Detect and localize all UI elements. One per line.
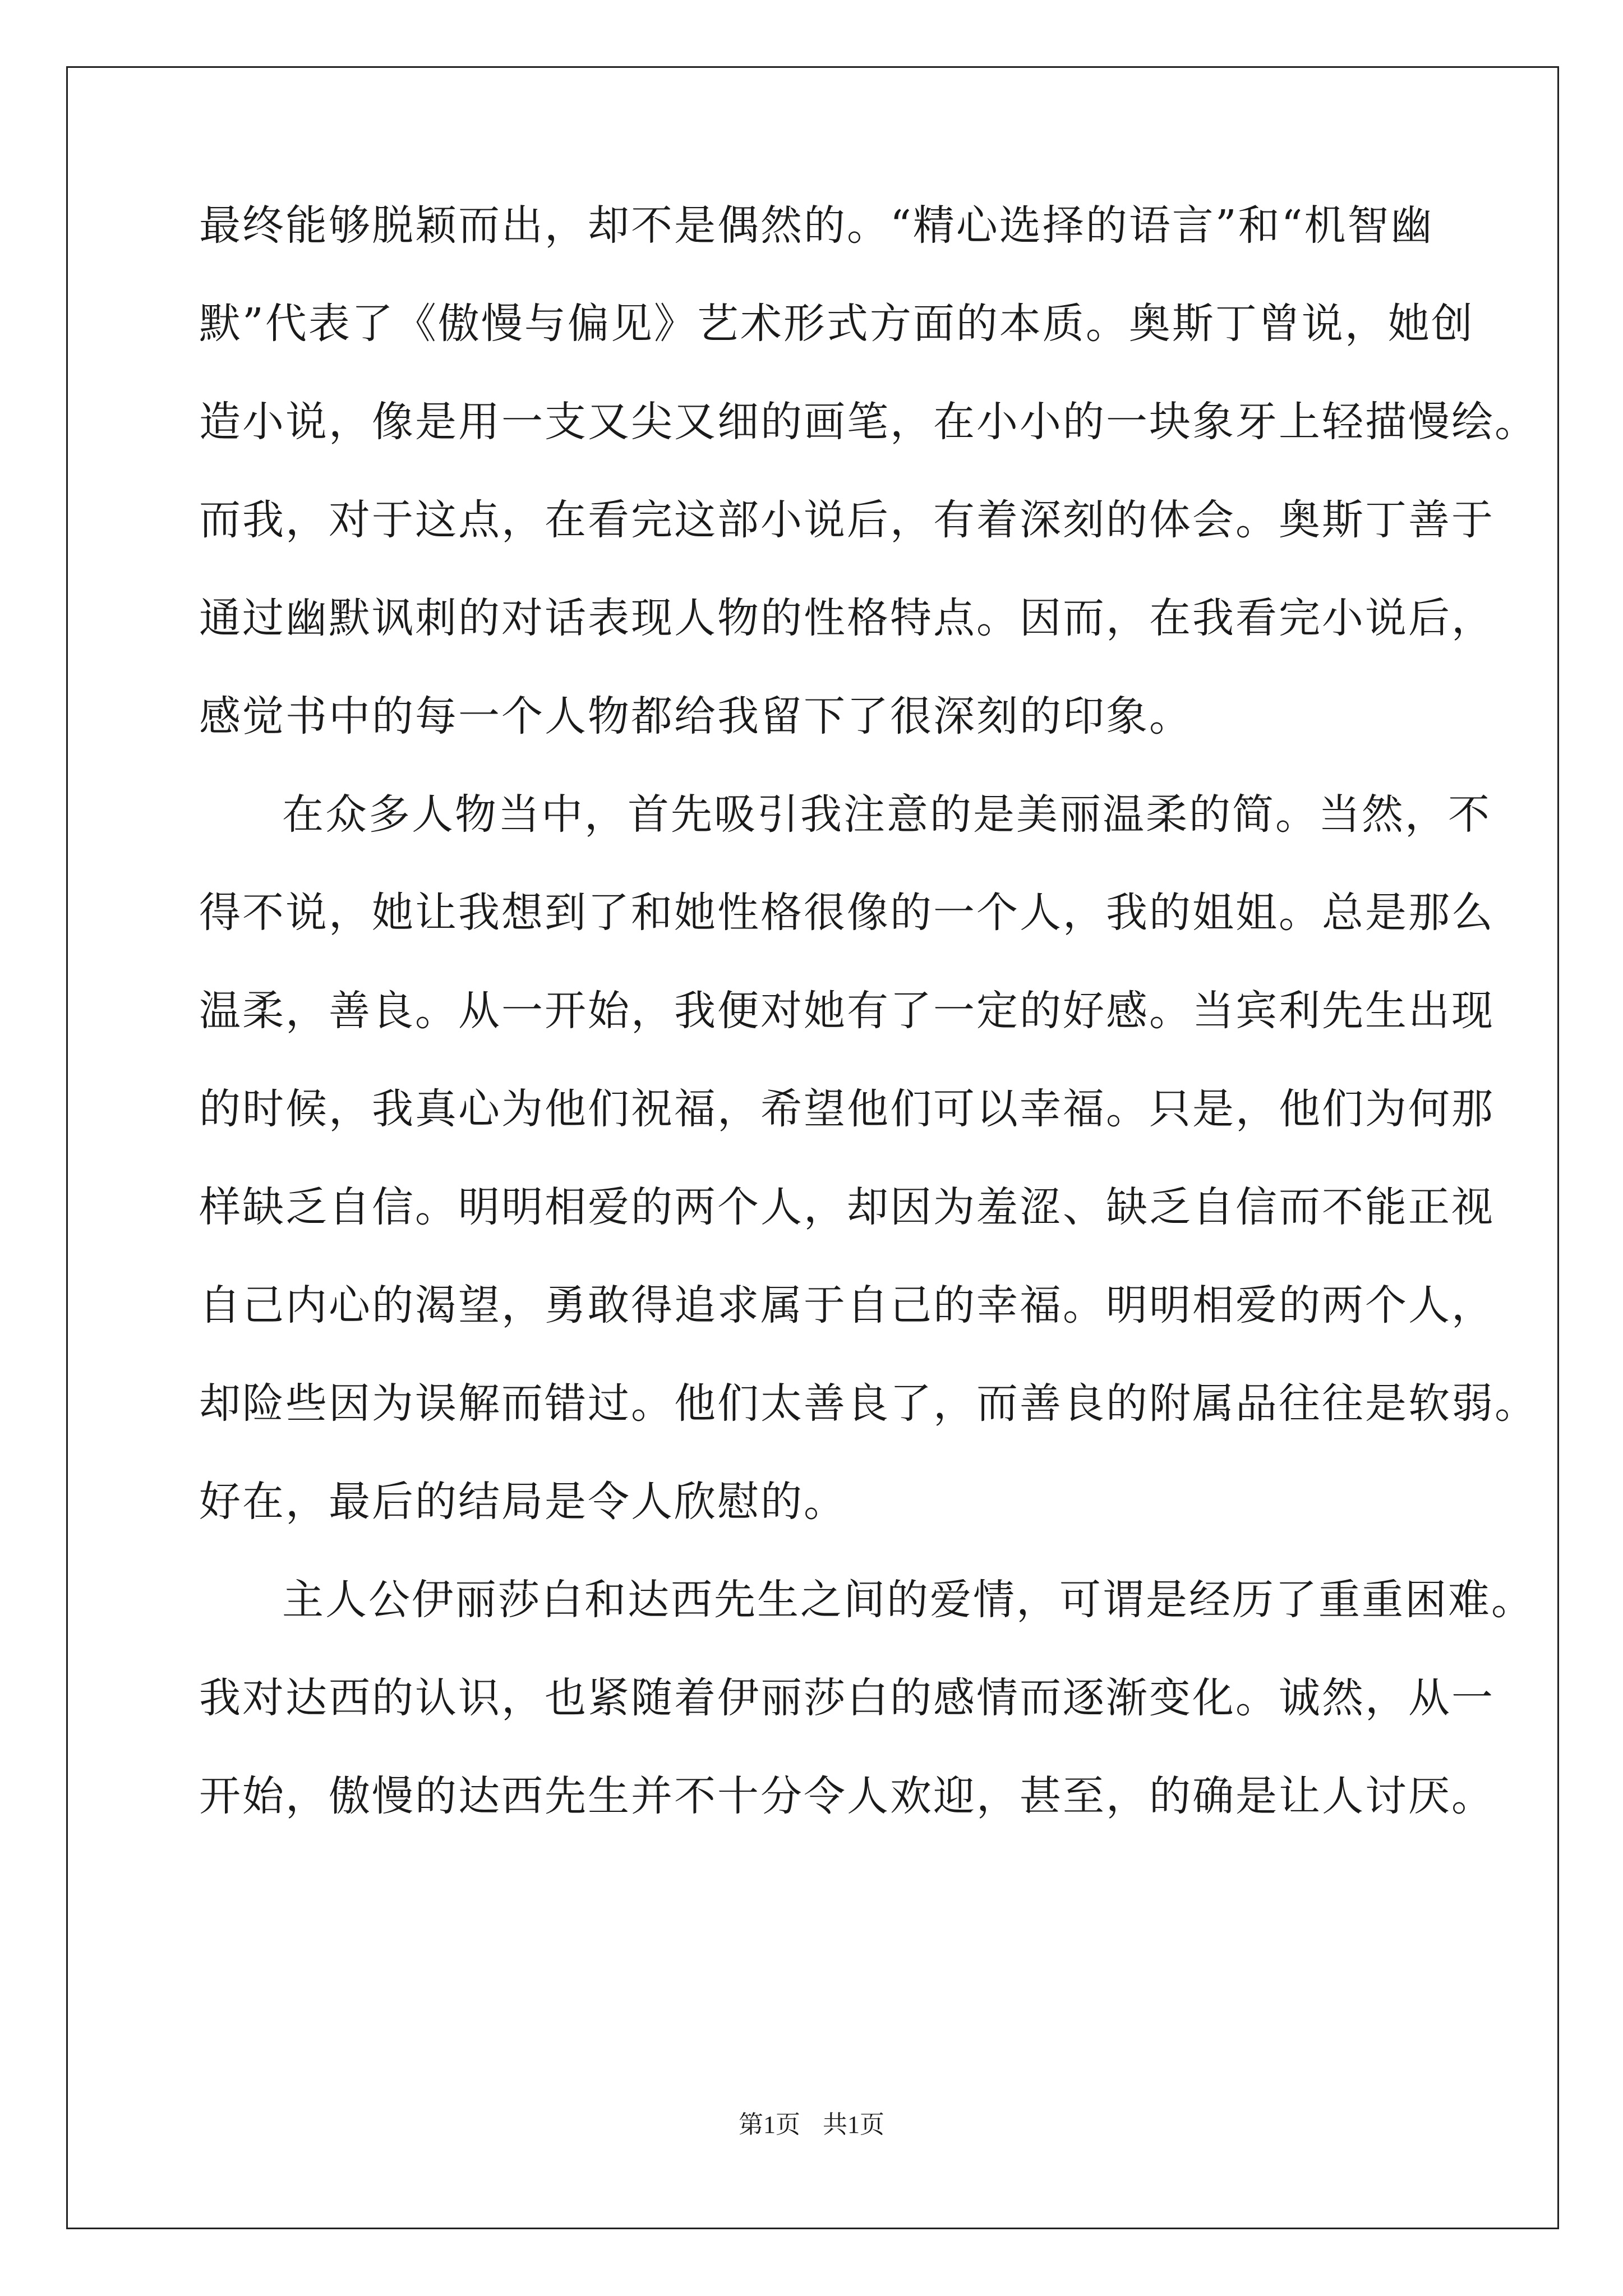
text-line: 我对达西的认识，也紧随着伊丽莎白的感情而逐渐变化。诚然，从一 — [199, 1674, 1495, 1722]
text-line: 造小说，像是用一支又尖又细的画笔，在小小的一块象牙上轻描慢绘。 — [199, 398, 1538, 446]
page-border — [66, 66, 1559, 2229]
page-total: 共1页 — [823, 2111, 884, 2138]
paragraph-first-line: 主人公伊丽莎白和达西先生之间的爱情，可谓是经历了重重困难。 — [282, 1576, 1534, 1624]
paragraph-first-line: 在众多人物当中，首先吸引我注意的是美丽温柔的简。当然，不 — [282, 790, 1491, 839]
text-line: 的时候，我真心为他们祝福，希望他们可以幸福。只是，他们为何那 — [199, 1085, 1495, 1133]
text-line: 而我，对于这点，在看完这部小说后，有着深刻的体会。奥斯丁善于 — [199, 496, 1495, 544]
text-line: 通过幽默讽刺的对话表现人物的性格特点。因而，在我看完小说后， — [199, 594, 1495, 642]
text-line: 最终能够脱颖而出，却不是偶然的。“精心选择的语言”和“机智幽 — [199, 201, 1434, 250]
page-number: 第1页 — [739, 2111, 800, 2138]
text-line: 却险些因为误解而错过。他们太善良了，而善良的附属品往往是软弱。 — [199, 1379, 1538, 1428]
text-line: 得不说，她让我想到了和她性格很像的一个人，我的姐姐。总是那么 — [199, 889, 1495, 937]
text-line: 感觉书中的每一个人物都给我留下了很深刻的印象。 — [199, 692, 1192, 740]
text-line: 样缺乏自信。明明相爱的两个人，却因为羞涩、缺乏自信而不能正视 — [199, 1183, 1495, 1231]
page-footer — [0, 2108, 1623, 2142]
text-line: 好在，最后的结局是令人欣慰的。 — [199, 1478, 847, 1526]
text-line: 温柔，善良。从一开始，我便对她有了一定的好感。当宾利先生出现 — [199, 987, 1495, 1035]
text-line: 自己内心的渴望，勇敢得追求属于自己的幸福。明明相爱的两个人， — [199, 1281, 1495, 1329]
text-line: 默”代表了《傲慢与偏见》艺术形式方面的本质。奥斯丁曾说，她创 — [199, 300, 1474, 348]
text-line: 开始，傲慢的达西先生并不十分令人欢迎，甚至，的确是让人讨厌。 — [199, 1772, 1495, 1820]
